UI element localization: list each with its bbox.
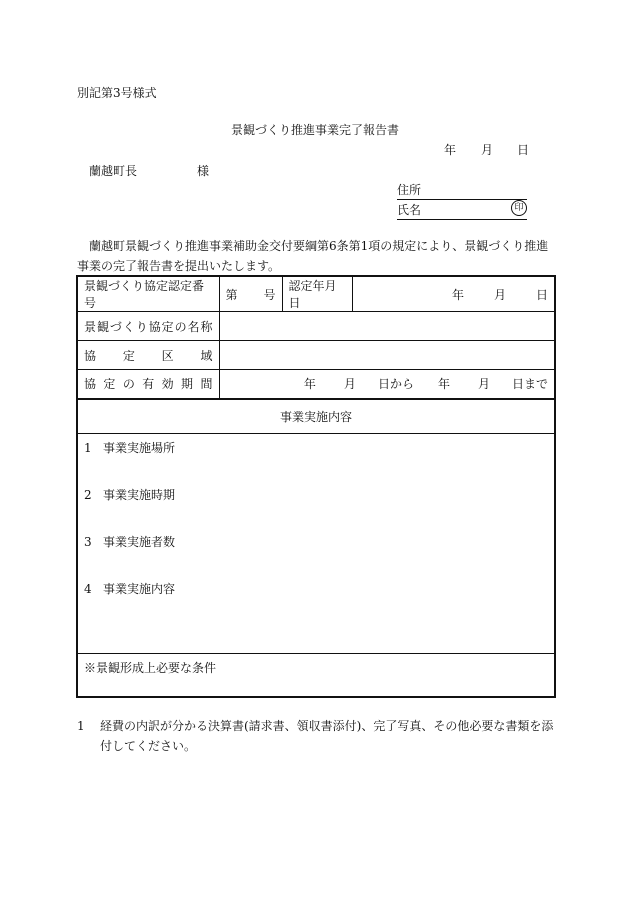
date-year: 年 <box>444 143 457 157</box>
cert-date-label: 認定年月日 <box>282 276 352 312</box>
content-body-row <box>77 434 555 654</box>
agreement-area-label: 協 定 区 域 <box>77 341 219 370</box>
cert-number-row <box>77 276 555 312</box>
date-month: 月 <box>481 143 494 157</box>
validity-row <box>77 370 555 399</box>
content-body[interactable] <box>77 434 555 654</box>
report-form-table <box>76 275 556 698</box>
cert-date-field[interactable] <box>352 276 555 312</box>
address-field[interactable] <box>397 181 527 200</box>
addressee <box>89 162 209 179</box>
cert-number-label: 景観づくり協定認定番号 <box>77 276 219 312</box>
content-item: 2 事業実施時期 <box>84 488 176 502</box>
document-title: 景観づくり推進事業完了報告書 <box>230 123 399 137</box>
name-field[interactable] <box>397 201 527 220</box>
content-item: 3 事業実施者数 <box>84 535 176 549</box>
agreement-area-row <box>77 341 555 370</box>
addressee-name: 蘭越町長 <box>89 164 138 178</box>
form-number: 別記第3号様式 <box>77 86 157 100</box>
conditions-row <box>77 654 555 697</box>
validity-label: 協 定 の 有 効 期 間 <box>77 370 219 399</box>
addressee-honorific: 様 <box>197 164 210 178</box>
conditions-field[interactable] <box>77 654 555 697</box>
content-heading: 事業実施内容 <box>77 399 555 434</box>
validity-field[interactable]: 年 月 日から 年 月 日まで <box>219 370 555 399</box>
seal-mark: 印 <box>511 200 527 216</box>
cert-number-prefix: 第 <box>225 287 238 302</box>
agreement-area-field[interactable] <box>219 341 555 370</box>
notes <box>77 716 557 756</box>
content-item: 4 事業実施内容 <box>84 582 176 596</box>
agreement-name-row <box>77 312 555 341</box>
content-item: 1 事業実施場所 <box>84 441 176 455</box>
intro-text: 蘭越町景観づくり推進事業補助金交付要綱第6条第1項の規定により、景観づくり推進事業の完了報告書を提出いたします。 <box>77 239 549 273</box>
agreement-name-field[interactable] <box>219 312 555 341</box>
cert-number-field[interactable] <box>219 276 282 312</box>
content-heading-row <box>77 399 555 434</box>
cert-date-month: 月 <box>493 287 506 302</box>
report-date <box>444 141 529 158</box>
cert-date-day: 日 <box>535 287 548 302</box>
address-label: 住所 <box>397 183 422 197</box>
date-day: 日 <box>517 143 530 157</box>
name-label: 氏名 <box>397 203 422 217</box>
cert-date-year: 年 <box>451 287 464 302</box>
agreement-name-label: 景 観 づ く り 協 定 の 名 称 <box>77 312 219 341</box>
note-item: 1 経費の内訳が分かる決算書(請求書、領収書添付)、完了写真、その他必要な書類を添付してください。 <box>77 719 554 753</box>
conditions-label: ※景観形成上必要な条件 <box>84 661 217 675</box>
cert-number-suffix: 号 <box>263 287 276 302</box>
